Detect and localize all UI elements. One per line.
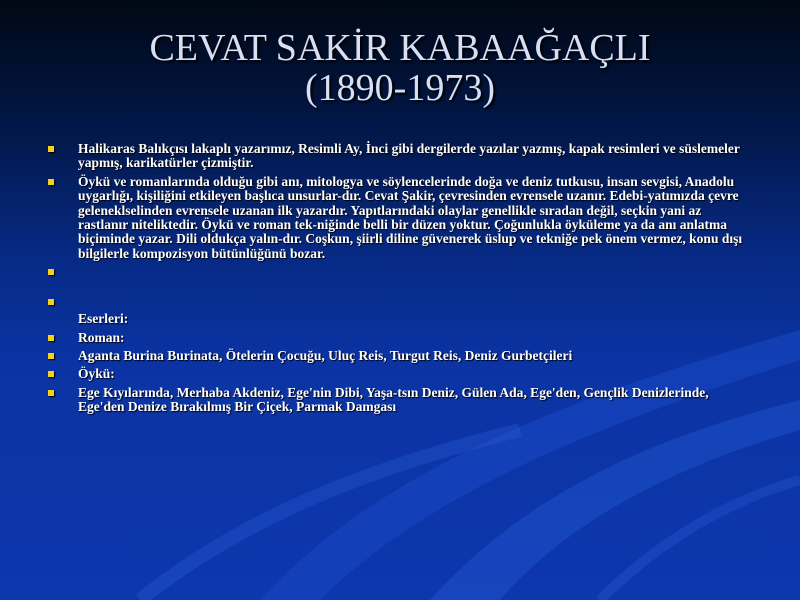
list-item — [46, 349, 746, 363]
bullet-icon — [48, 179, 54, 185]
works-heading: Eserleri: — [78, 311, 129, 327]
list-item — [46, 367, 746, 381]
bullet-icon — [48, 269, 54, 275]
list-item — [46, 331, 746, 345]
list-item-empty — [46, 265, 746, 280]
story-label: Öykü: — [78, 366, 115, 382]
bullet-icon — [48, 299, 54, 305]
list-item — [46, 175, 746, 261]
list-item — [46, 142, 746, 171]
bullet-icon — [48, 353, 54, 359]
list-item — [46, 386, 746, 415]
list-item-empty — [46, 295, 746, 310]
story-list: Ege Kıyılarında, Merhaba Akdeniz, Ege'nin Dibi, Yaşa-tsın Deniz, Gülen Ada, Ege'den, Gençlik Denizlerinde, Ege'den Denize Bırakılmış Bir Çiçek, Parmak Damgası — [78, 384, 709, 415]
title-name: CEVAT SAKİR KABAAĞAÇLI — [149, 27, 651, 69]
bullet-icon — [48, 371, 54, 377]
bullet-icon — [48, 335, 54, 341]
paragraph-intro: Halikaras Balıkçısı lakaplı yazarımız, Resimli Ay, İnci gibi dergilerde yazılar yazmış, kapak resimleri ve süslemeler yapmış, karikatürler çizmiştir. — [78, 141, 740, 171]
bullet-icon — [48, 146, 54, 152]
slide-title — [40, 28, 760, 108]
roman-label: Roman: — [78, 329, 125, 345]
works-heading-line — [46, 312, 746, 326]
title-years: (1890-1973) — [305, 67, 495, 109]
paragraph-style: Öykü ve romanlarında olduğu gibi anı, mitologya ve söylencelerinde doğa ve deniz tutkusu, insan sevgisi, Anadolu uygarlığı, kişiliğini etkileyen başlıca unsurlar-dır. Cevat Şakir, çevresinden evrensele uzanır. Edebi-yatımızda çevre geleneklselinden evrensele uzanan ilk yazardır. Yapıtlarındaki olaylar genellikle sıradan değil, seçkin yani az rastlanır niteliktedir. Öykü ve roman tek-niğinde belli bir düzen yoktur. Çoğunlukla öyküleme ya da anı anlatma biçiminde yazar. Dili oldukça yalın-dır. Coşkun, şiirli diline güvenerek üslup ve tekniğe pek önem vermez, konu dışı bilgilerle kompozisyon bütünlüğünü bozar. — [78, 173, 743, 261]
bullet-icon — [48, 390, 54, 396]
roman-list: Aganta Burina Burinata, Ötelerin Çocuğu, Uluç Reis, Turgut Reis, Deniz Gurbetçileri — [78, 348, 573, 364]
content-list — [46, 142, 746, 419]
